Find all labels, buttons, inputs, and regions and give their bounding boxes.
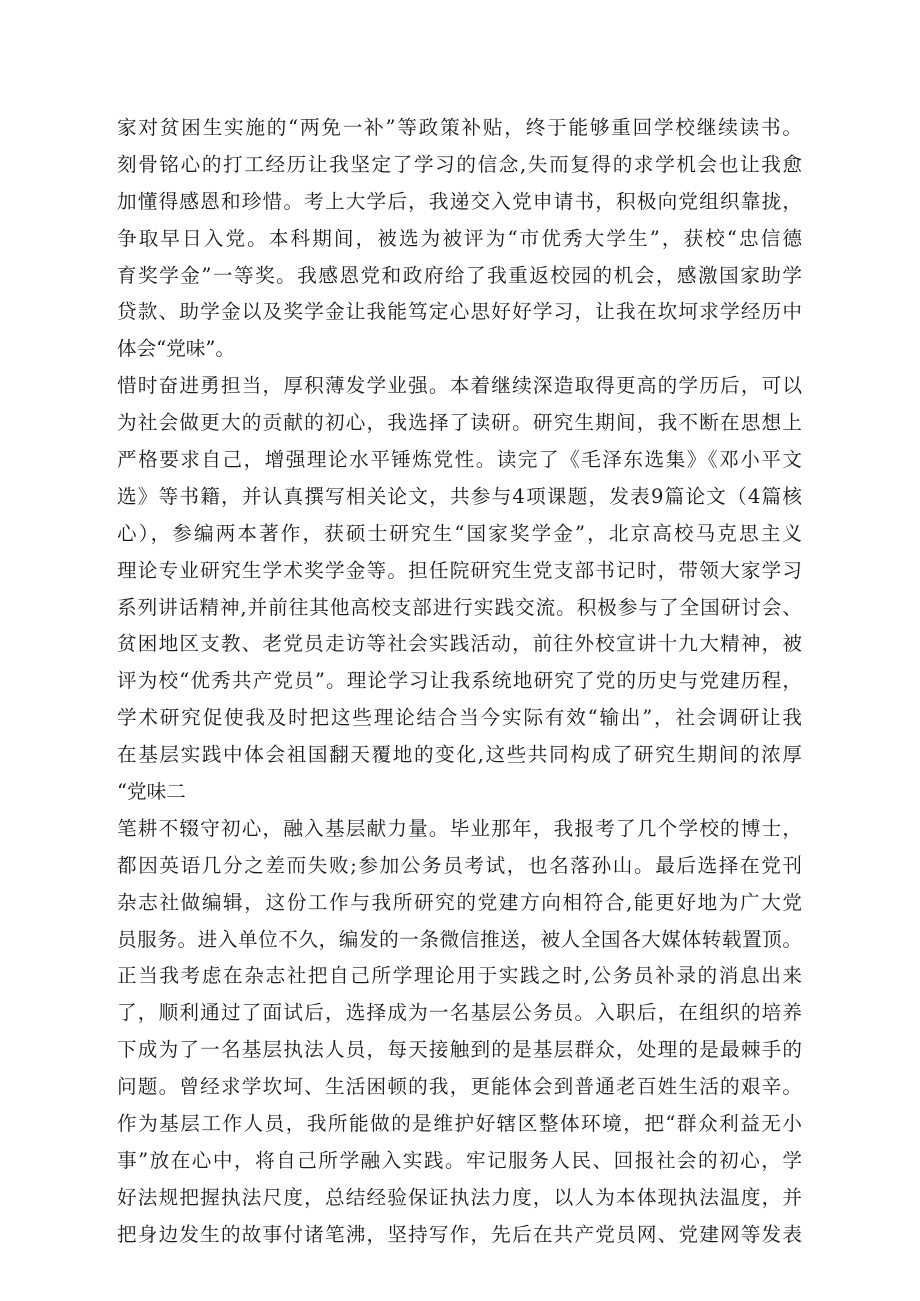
- body-text: [117, 110, 802, 1254]
- text-line: 问题。曾经求学坎坷、生活困顿的我，更能体会到普通老百姓生活的艰辛。: [117, 1075, 802, 1099]
- text-line: 好法规把握执法尺度，总结经验保证执法力度，以人为本体现执法温度，并: [117, 1185, 802, 1209]
- text-line: 加懂得感恩和珍惜。考上大学后，我递交入党申请书，积极向党组织靠拢，: [117, 189, 802, 213]
- text-line: 贫困地区支教、老党员走访等社会实践活动，前往外校宣讲十九大精神，被: [117, 632, 802, 656]
- text-line: 贷款、助学金以及奖学金让我能笃定心思好好学习，让我在坎坷求学经历中: [117, 300, 802, 324]
- text-line: 了，顺利通过了面试后，选择成为一名基层公务员。入职后，在组织的培养: [117, 1001, 802, 1025]
- text-line: 笔耕不辍守初心，融入基层献力量。毕业那年，我报考了几个学校的博士，: [117, 816, 802, 840]
- text-line: 杂志社做编辑，这份工作与我所研究的党建方向相符合,能更好地为广大党: [117, 890, 802, 914]
- text-line: 惜时奋进勇担当，厚积薄发学业强。本着继续深造取得更高的学历后，可以: [117, 374, 802, 398]
- text-line: 在基层实践中体会祖国翻天覆地的变化,这些共同构成了研究生期间的浓厚: [117, 743, 802, 767]
- text-line: 刻骨铭心的打工经历让我坚定了学习的信念,失而复得的求学机会也让我愈: [117, 152, 802, 176]
- text-line: 员服务。进入单位不久，编发的一条微信推送，被人全国各大媒体转载置顶。: [117, 927, 802, 951]
- text-line: 严格要求自己，增强理论水平锤炼党性。读完了《毛泽东选集》《邓小平文: [117, 448, 802, 472]
- paragraph-end-line: 体会“党味”。: [117, 337, 236, 361]
- text-line: 理论专业研究生学术奖学金等。担任院研究生党支部书记时，带领大家学习: [117, 558, 802, 582]
- paragraph-end-line: “党味二: [117, 780, 186, 804]
- text-line: 为社会做更大的贡献的初心，我选择了读研。研究生期间，我不断在思想上: [117, 411, 802, 435]
- text-line: 家对贫困生实施的“两免一补”等政策补贴，终于能够重回学校继续读书。: [117, 116, 802, 139]
- text-line: 都因英语几分之差而失败;参加公务员考试，也名落孙山。最后选择在党刊: [117, 853, 802, 877]
- text-line: 下成为了一名基层执法人员，每天接触到的是基层群众，处理的是最棘手的: [117, 1038, 802, 1062]
- text-line: 正当我考虑在杂志社把自己所学理论用于实践之时,公务员补录的消息出来: [117, 964, 802, 988]
- text-line: 事”放在心中，将自己所学融入实践。牢记服务人民、回报社会的初心，学: [117, 1148, 802, 1172]
- text-line: 学术研究促使我及时把这些理论结合当今实际有效“输出”，社会调研让我: [117, 706, 802, 730]
- text-line: 选》等书籍，并认真撰写相关论文，共参与4项课题，发表9篇论文（4篇核: [117, 484, 802, 508]
- text-line: 心），参编两本著作，获硕士研究生“国家奖学金”，北京高校马克思主义: [117, 521, 802, 545]
- text-line: 评为校“优秀共产党员”。理论学习让我系统地研究了党的历史与党建历程，: [117, 669, 802, 693]
- text-line: 系列讲话精神,并前往其他高校支部进行实践交流。积极参与了全国研讨会、: [117, 595, 802, 619]
- text-line: 争取早日入党。本科期间，被选为被评为“市优秀大学生”，获校“忠信德: [117, 226, 802, 250]
- text-line: 作为基层工作人员，我所能做的是维护好辖区整体环境，把“群众利益无小: [117, 1112, 802, 1136]
- text-line: 育奖学金”一等奖。我感恩党和政府给了我重返校园的机会，感激国家助学: [117, 263, 802, 287]
- text-line: 把身边发生的故事付诸笔沸，坚持写作，先后在共产党员网、党建网等发表: [117, 1222, 802, 1246]
